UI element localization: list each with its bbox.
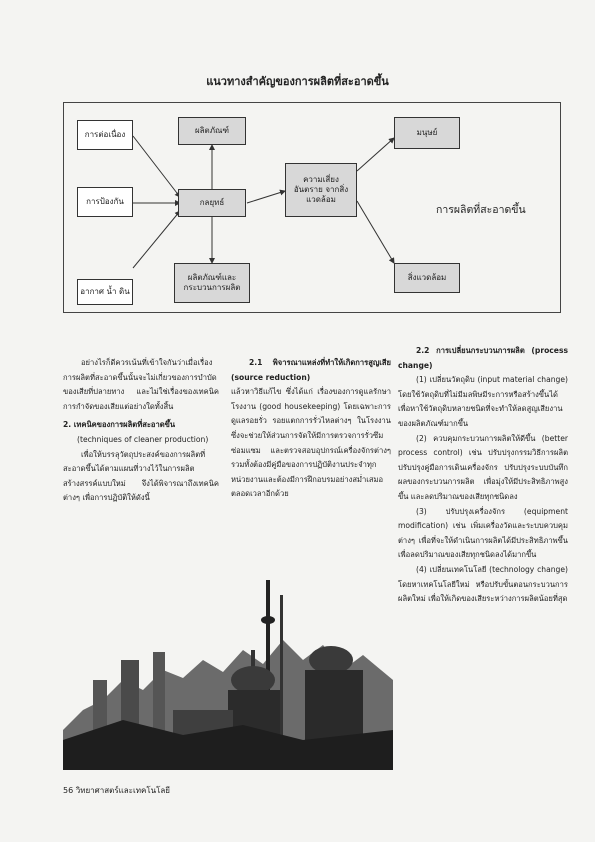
col3-item: (1) เปลี่ยนวัตถุดิบ (input material change) โดยใช้วัตถุดิบที่ไม่มีมลพิษมีระการหรือสร้างขึ้นได้เพื่อหาใช้วัตถุดิบหลายชนิดที่จะทำให้ลดสูญเสียงานของผลิตภัณฑ์มากขึ้น [398, 375, 568, 428]
col3-heading: 2.2 การเปลี่ยนกระบวนการผลิต (process change) [398, 346, 568, 370]
col1-heading-en: (techniques of cleaner production) [77, 434, 209, 444]
col2-body: แล้วหาวิธีแก้ไข ซึ่งได้แก่ เรื่องของการดูแลรักษาโรงงาน (good housekeeping) โดยเฉพาะการดูแลรอยรั่ว รอยแตกการรั่วไหลต่างๆ ในโรงงาน ซึ่งจะช่วยให้ส่วนการจัดให้มีการตรวจการรั่วซึม ซ่อมแซม และตรวจสอบอุปกรณ์เครื่องจักรต่างๆ รวมทั้งต้องมีคู่มือของการปฏิบัติงานประจำทุกหน่วยงานและต้องมีการฝึกอบรมอย่างสม่ำเสมอตลอดเวลาอีกด้วย [231, 387, 391, 499]
col3-item: (3) ปรับปรุงเครื่องจักร (equipment modification) เช่น เพิ่มเครื่องวัดและระบบควบคุมต่างๆ เพื่อที่จะให้ดำเนินการผลิตได้มีประสิทธิภาพขึ้นเพื่อลดปริมาณของเสียทุกชนิดลงได้มากขึ้น [398, 506, 568, 560]
industrial-illustration [63, 560, 393, 770]
box-prevention: การป้องกัน [77, 187, 133, 217]
column-1 [63, 356, 219, 506]
column-2 [231, 356, 391, 502]
diagram-title: แนวทางสำคัญของการผลิตที่สะอาดขึ้น [206, 75, 389, 88]
page-footer: 56 วิทยาศาสตร์และเทคโนโลยี [63, 786, 170, 795]
col3-item: (4) เปลี่ยนเทคโนโลยี (technology change) โดยหาเทคโนโลยีใหม่ หรือปรับขั้นตอนกระบวนการผลิตใหม่ เพื่อให้เกิดของเสียระหว่างการผลิตน้อยที่สุด [398, 564, 568, 604]
box-product: ผลิตภัณฑ์ [178, 117, 246, 145]
box-continuity: การต่อเนื่อง [77, 120, 133, 150]
box-product-process: ผลิตภัณฑ์และ กระบวนการผลิต [174, 263, 250, 303]
box-air-water-soil: อากาศ น้ำ ดิน [77, 279, 133, 305]
box-risk: ความเสี่ยง อันตราย จากสิ่งแวดล้อม [285, 163, 357, 217]
diagram-frame [63, 102, 561, 313]
box-environment: สิ่งแวดล้อม [394, 263, 460, 293]
column-3 [398, 344, 568, 607]
col2-heading: 2.1 พิจารณาแหล่งที่ทำให้เกิดการสูญเสีย (source reduction) [231, 358, 391, 382]
box-human: มนุษย์ [394, 117, 460, 149]
box-strategy: กลยุทธ์ [178, 189, 246, 217]
col3-item: (2) ควบคุมกระบวนการผลิตให้ดีขึ้น (better process control) เช่น ปรับปรุงกรรมวิธีการผลิต ปรับปรุงคู่มือการเดินเครื่องจักร ปรับปรุงระบบบันทึกผลของกระบวนการผลิต เพื่อมุ่งให้มีประสิทธิภาพสูงขึ้น และลดปริมาณของเสียทุกชนิดลง [398, 433, 568, 501]
col1-heading: 2. เทคนิคของการผลิตที่สะอาดขึ้น [63, 420, 176, 430]
diagram-caption: การผลิตที่สะอาดขึ้น [436, 204, 526, 216]
col1-intro: อย่างไรก็ดีควรเน้นที่เข้าใจกันว่าเมื่อเรื่องการผลิตที่สะอาดขึ้นนั้นจะไม่เกี่ยวของการบำบัดของเสียที่ปลายทาง และไม่ใช่เรื่องของเทคนิคการกำจัดของเสียแต่อย่างใดทั้งสิ้น [63, 358, 219, 411]
col1-body: เพื่อให้บรรลุวัตถุประสงค์ของการผลิตที่สะอาดขึ้นได้ตามแผนที่วางไว้ในการผลิตสร้างสรรค์แบบใหม่ จึงได้พิจารณาถึงเทคนิคต่างๆ เพื่อการปฏิบัติให้ดังนี้ [63, 449, 219, 503]
